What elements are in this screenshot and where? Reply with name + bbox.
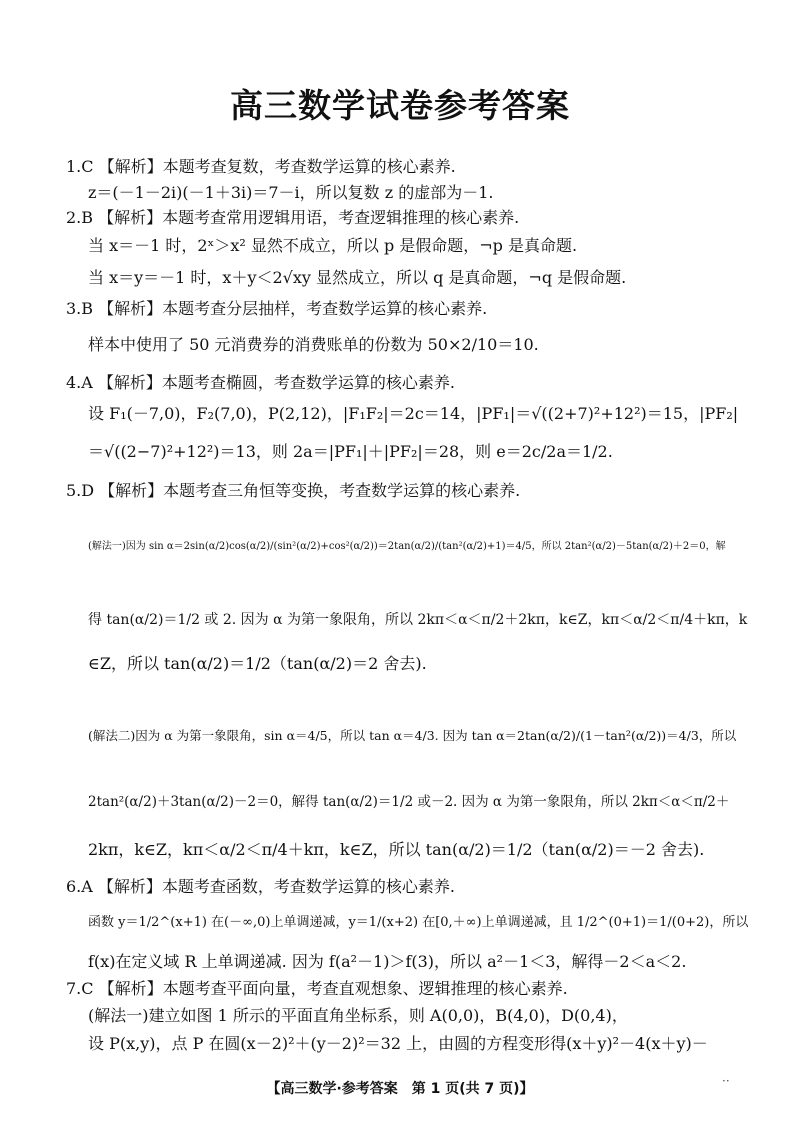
q2-heading: 2.B 【解析】本题考查常用逻辑用语，考查逻辑推理的核心素养. bbox=[66, 208, 520, 227]
q4-line-2: ＝√((2−7)²+12²)＝13，则 2a＝|PF₁|＋|PF₂|＝28，则 e＝2c/2a＝1/2. bbox=[88, 442, 613, 461]
page-footer: 【高三数学·参考答案 第 1 页(共 7 页)】 bbox=[266, 1081, 534, 1097]
q6-heading: 6.A 【解析】本题考查函数，考查数学运算的核心素养. bbox=[66, 877, 455, 896]
q5-line-4: (解法二)因为 α 为第一象限角，sin α＝4/5，所以 tan α＝4/3. 因为 tan α＝2tan(α/2)/(1－tan²(α/2))＝4/3，所以 bbox=[88, 728, 737, 743]
q4-line-1: 设 F₁(－7,0)，F₂(7,0)，P(2,12)，|F₁F₂|＝2c＝14，|PF₁|＝√((2+7)²+12²)＝15，|PF₂| bbox=[88, 404, 739, 423]
q5-line-6: 2kπ，k∈Z，kπ＜α/2＜π/4＋kπ，k∈Z，所以 tan(α/2)＝1/2（tan(α/2)＝－2 舍去). bbox=[88, 840, 705, 859]
q6-line-1: 函数 y＝1/2^(x+1) 在(－∞,0)上单调递减，y＝1/(x+2) 在[0,＋∞)上单调递减，且 1/2^(0+1)＝1/(0+2)，所以 bbox=[88, 915, 749, 930]
q2-line-2: 当 x＝y＝－1 时，x＋y＜2√xy 显然成立，所以 q 是真命题，¬q 是假命题. bbox=[88, 268, 627, 287]
q5-line-2: 得 tan(α/2)＝1/2 或 2. 因为 α 为第一象限角，所以 2kπ＜α＜π/2＋2kπ，k∈Z，kπ＜α/2＜π/4＋kπ，k bbox=[88, 612, 748, 628]
page-title: 高三数学试卷参考答案 bbox=[230, 86, 570, 125]
q5-heading: 5.D 【解析】本题考查三角恒等变换，考查数学运算的核心素养. bbox=[66, 481, 521, 500]
q1-line-1: z＝(－1－2i)(－1＋3i)＝7－i，所以复数 z 的虚部为－1. bbox=[88, 183, 494, 202]
footer-mark: ·· bbox=[722, 1074, 730, 1088]
q7-line-2: 设 P(x,y)，点 P 在圆(x－2)²＋(y－2)²＝32 上，由圆的方程变形得(x＋y)²－4(x＋y)－ bbox=[88, 1034, 708, 1053]
q5-line-3: ∈Z，所以 tan(α/2)＝1/2（tan(α/2)＝2 舍去). bbox=[88, 654, 427, 673]
q3-heading: 3.B 【解析】本题考查分层抽样，考查数学运算的核心素养. bbox=[66, 299, 488, 318]
q4-heading: 4.A 【解析】本题考查椭圆，考查数学运算的核心素养. bbox=[66, 373, 455, 392]
q2-line-1: 当 x＝－1 时，2ˣ＞x² 显然不成立，所以 p 是假命题，¬p 是真命题. bbox=[88, 236, 578, 255]
q7-line-1: (解法一)建立如图 1 所示的平面直角坐标系，则 A(0,0)，B(4,0)，D(0,4)， bbox=[88, 1006, 628, 1025]
q6-line-2: f(x)在定义域 R 上单调递减. 因为 f(a²－1)＞f(3)，所以 a²－1＜3，解得－2＜a＜2. bbox=[88, 952, 687, 971]
q3-line-1: 样本中使用了 50 元消费券的消费账单的份数为 50×2/10＝10. bbox=[88, 335, 539, 354]
q7-heading: 7.C 【解析】本题考查平面向量，考查直观想象、逻辑推理的核心素养. bbox=[66, 979, 568, 998]
q5-line-1: (解法一)因为 sin α＝2sin(α/2)cos(α/2)/(sin²(α/2)+cos²(α/2))＝2tan(α/2)/(tan²(α/2)+1)＝4/5，所以 2tan²(α/2)－5tan(α/2)＋2＝0，解 bbox=[88, 541, 726, 552]
q5-line-5: 2tan²(α/2)＋3tan(α/2)－2＝0，解得 tan(α/2)＝1/2 或－2. 因为 α 为第一象限角，所以 2kπ＜α＜π/2＋ bbox=[88, 794, 730, 810]
q1-heading: 1.C 【解析】本题考查复数，考查数学运算的核心素养. bbox=[66, 157, 456, 176]
